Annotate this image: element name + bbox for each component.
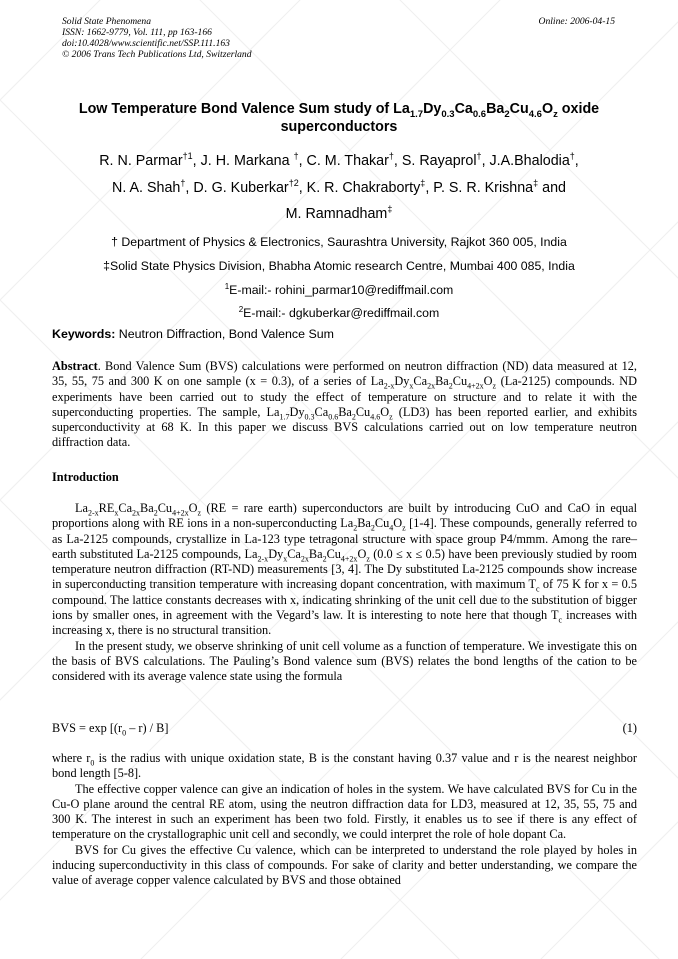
journal-header	[62, 16, 252, 60]
introduction-heading: Introduction	[52, 470, 119, 484]
affiliation-1: † Department of Physics & Electronics, Saurashtra University, Rajkot 360 005, India	[111, 235, 567, 249]
journal-copyright: © 2006 Trans Tech Publications Ltd, Switzerland	[62, 49, 252, 60]
introduction-paragraph-2: In the present study, we observe shrinking of unit cell volume as a function of temperature. We investigate this on the basis of BVS calculations. The Pauling’s Bond valence sum (BVS) relates the bond lengths of the cation to be considered with its average valence state using the formula	[52, 638, 637, 684]
email-1[interactable]: $^1$E-mail:- rohini_parmar10@rediffmail.com	[224, 281, 454, 297]
equation-1: BVS = $\exp [(r_0 - r) / B]$ (1)	[52, 721, 637, 738]
keywords	[52, 326, 334, 342]
keywords-label: Keywords:	[52, 327, 116, 341]
author-line-2: N. A. Shah†, D. G. Kuberkar$^{\dagger 2}$, K. R. Chakraborty‡, P. S. R. Krishna‡ and	[112, 177, 566, 196]
introduction-paragraph-3: where $r_0$ is the radius with unique oxidation state, B is the constant having 0.37 value and r is the nearest neighbor bond length [5-8]. The effective copper valence can give an indication of holes in the system. We have calculated BVS for Cu in the Cu-O plane around the central RE atom, using the neutron diffraction data for LD3, measured at 12, 35, 55, 75 and 300 K. The interest in such an experiment has been two fold. Firstly, it enables us to see if there is any effect of temperature on the crystallographic unit cell and secondly, we could interpret the role of hole dopant Ca. BVS for Cu gives the effective Cu valence, which can be interpreted to understand the role played by holes in inducing superconductivity in this class of compounds. For sake of clarity and better understanding, we compare the value of average copper valence calculated by BVS and those obtained	[52, 751, 637, 888]
email-2[interactable]: $^2$E-mail:- dgkuberkar@rediffmail.com	[238, 305, 440, 321]
introduction-paragraph-1: $La_{2-x}RE_xCa_{2x}Ba_2Cu_{4+2x}O_z$ (RE = rare earth) superconductors are built by introducing CuO and CaO in equal proportions along with RE ions in a non-superconducting $La_2Ba_2Cu_4O_z$ [1-4]. These compounds, generally referred to as La-2125 compounds, crystallize in La-123 type tetragonal structure with space group P4/mmm. Among the rare–earth substituted La-2125 compounds, $La_{2-x}Dy_xCa_{2x}Ba_2Cu_{4+2x}O_z$ (0.0 ≤ x ≤ 0.5) have been previously studied by room temperature neutron diffraction (RT-ND) measurements [3, 4]. The Dy substituted La-2125 compounds show increase in superconducting transition temperature with increasing dopant concentration, with maximum $T_c$ of 75 K for x = 0.5 compound. The lattice constants decreases with x, indicating shrinking of the unit cell due to the substitution of bigger ions by smaller ones, in agreement with the Vegard’s law. It is interesting to note here that though $T_c$ increases with increasing x, there is no structural transition. In the present study, we observe shrinking of unit cell volume as a function of temperature. We investigate this on the basis of BVS calculations. The Pauling’s Bond valence sum (BVS) relates the bond lengths of the cation to be considered with its average valence state using the formula	[52, 501, 638, 684]
author-line-1: R. N. Parmar$^{\dagger 1}$, J. H. Markana †, C. M. Thakar†, S. Rayaprol†, J.A.Bhalodia†,	[99, 151, 579, 169]
introduction-paragraph-4: The effective copper valence can give an indication of holes in the system. We have calculated BVS for Cu in the Cu-O plane around the central RE atom, using the neutron diffraction data for LD3, measured at 12, 35, 55, 75 and 300 K. The interest in such an experiment has been two fold. Firstly, it enables us to see if there is any effect of temperature on the crystallographic unit cell and secondly, we could interpret the role of hole dopant Ca.	[52, 781, 637, 842]
author-list	[40, 148, 638, 228]
affiliation-2: ‡Solid State Physics Division, Bhabha Atomic research Centre, Mumbai 400 085, India	[103, 258, 575, 273]
abstract: Abstract. Bond Valence Sum (BVS) calculations were performed on neutron diffraction (ND) data measured at 12, 35, 55, 75 and 300 K on one sample (x = 0.3), of a series of $La_{2-x}Dy_xCa_{2x}Ba_2Cu_{4+2x}O_z$ (La-2125) compounds. ND experiments have been carried out to study the effect of temperature on structure and to relate it with the superconducting properties. The sample, $La_{1.7}Dy_{0.3}Ca_{0.6}Ba_2Cu_{4.6}O_z$ (LD3) has been reported earlier, and exhibits superconductivity at 68 K. In this paper we discuss BVS calculations carried out on low temperature neutron diffraction data.	[52, 359, 637, 450]
online-date: Online: 2006-04-15	[538, 16, 615, 27]
journal-issn: ISSN: 1662-9779, Vol. 111, pp 163-166	[62, 27, 212, 38]
paper-title: Low Temperature Bond Valence Sum study of $La_{1.7}Dy_{0.3}Ca_{0.6}Ba_2Cu_{4.6}O_z$ oxide superconductors	[78, 101, 600, 135]
journal-name: Solid State Phenomena	[62, 16, 151, 27]
keywords-text: Neutron Diffraction, Bond Valence Sum	[115, 327, 334, 341]
journal-doi: doi:10.4028/www.scientific.net/SSP.111.163	[62, 38, 230, 49]
abstract-label: Abstract	[52, 359, 98, 373]
equation-number: (1)	[622, 721, 637, 735]
author-line-3: M. Ramnadham‡	[285, 204, 393, 222]
affiliations	[40, 231, 638, 326]
introduction-paragraph-5: BVS for Cu gives the effective Cu valence, which can be interpreted to understand the role played by holes in inducing superconductivity in this class of compounds. For sake of clarity and better understanding, we compare the value of average copper valence calculated by BVS and those obtained	[52, 842, 637, 888]
